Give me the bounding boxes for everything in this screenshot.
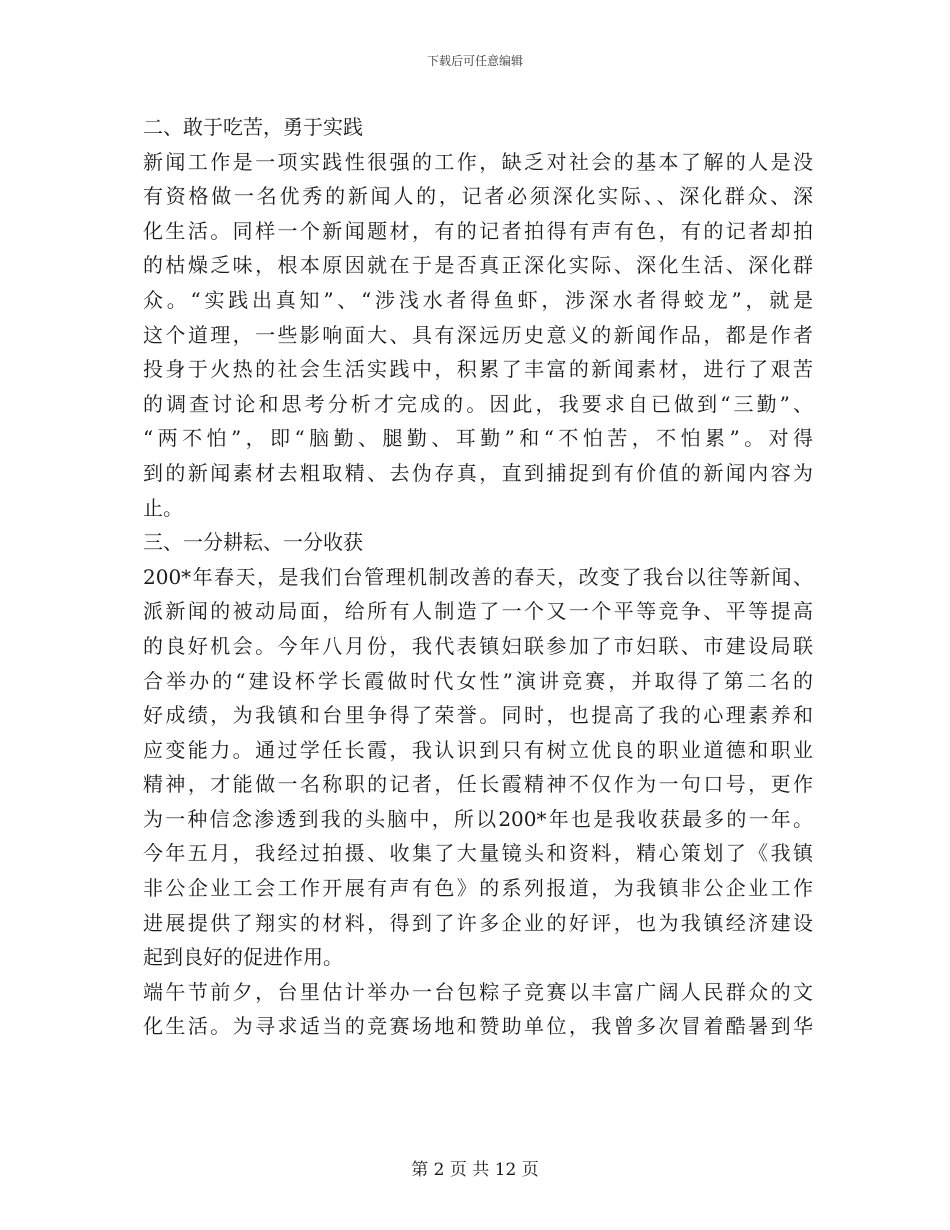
text-line: 派新闻的被动局面，给所有人制造了一个又一个平等竞争、平等提高 (143, 599, 813, 624)
text-line: 的调查讨论和思考分析才完成的。因此，我要求自已做到“三勤”、 (143, 391, 813, 416)
text-line: 化生活。同样一个新闻题材，有的记者拍得有声有色，有的记者却拍 (143, 218, 813, 243)
text-line: 为一种信念渗透到我的头脑中，所以200*年也是我收获最多的一年。 (143, 806, 813, 831)
text-line: 今年五月，我经过拍摄、收集了大量镜头和资料，精心策划了《我镇 (143, 841, 813, 866)
text-line: 精神，才能做一名称职的记者，任长霞精神不仅作为一句口号，更作 (143, 772, 813, 797)
text-line: 端午节前夕，台里估计举办一台包粽子竞赛以丰富广阔人民群众的文 (143, 979, 813, 1004)
text-line: “两不怕”，即“脑勤、腿勤、耳勤”和“不怕苦，不怕累”。对得 (143, 426, 813, 451)
text-line: 好成绩，为我镇和台里争得了荣誉。同时，也提高了我的心理素养和 (143, 703, 813, 728)
text-line: 200*年春天，是我们台管理机制改善的春天，改变了我台以往等新闻、 (143, 564, 813, 589)
text-line: 这个道理，一些影响面大、具有深远历史意义的新闻作品，都是作者 (143, 322, 813, 347)
text-line: 合举办的“建设杯学长霞做时代女性”演讲竞赛，并取得了第二名的 (143, 668, 813, 693)
text-line: 起到良好的促进作用。 (143, 945, 343, 970)
text-line: 新闻工作是一项实践性很强的工作，缺乏对社会的基本了解的人是没 (143, 149, 813, 174)
text-line: 有资格做一名优秀的新闻人的，记者必须深化实际、、深化群众、深 (143, 184, 813, 209)
text-line: 到的新闻素材去粗取精、去伪存真，直到捕捉到有价值的新闻内容为 (143, 460, 813, 485)
section-heading: 二、敢于吃苦，勇于实践 (143, 115, 363, 139)
text-line: 的枯燥乏味，根本原因就在于是否真正深化实际、深化生活、深化群 (143, 253, 813, 278)
text-line: 的良好机会。今年八月份，我代表镇妇联参加了市妇联、市建设局联 (143, 633, 813, 658)
text-line: 应变能力。通过学任长霞，我认识到只有树立优良的职业道德和职业 (143, 737, 813, 762)
page-footer: 第 2 页 共 12 页 (411, 1160, 539, 1180)
section-heading: 三、一分耕耘、一分收获 (143, 530, 363, 555)
page-header: 下载后可任意编辑 (426, 54, 523, 68)
text-line: 化生活。为寻求适当的竞赛场地和赞助单位，我曾多次冒着酷暑到华 (143, 1014, 813, 1039)
text-line: 止。 (143, 495, 183, 520)
text-line: 进展提供了翔实的材料，得到了许多企业的好评，也为我镇经济建设 (143, 910, 813, 935)
text-line: 非公企业工会工作开展有声有色》的系列报道，为我镇非公企业工作 (143, 876, 813, 901)
text-line: 众。“实践出真知”、“涉浅水者得鱼虾，涉深水者得蛟龙”，就是 (143, 287, 813, 312)
text-line: 投身于火热的社会生活实践中，积累了丰富的新闻素材，进行了艰苦 (143, 357, 813, 382)
document-body (143, 110, 813, 1044)
